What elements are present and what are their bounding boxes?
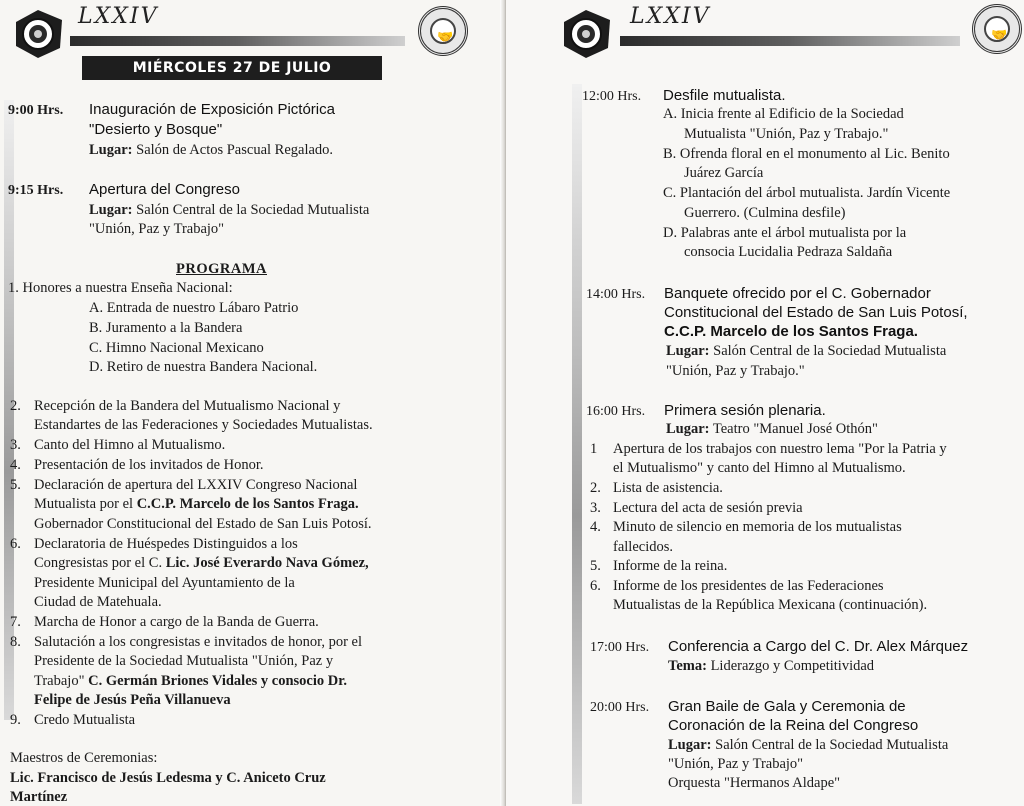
- list-number: 4.: [10, 457, 21, 473]
- event-place: Lugar: Salón Central de la Sociedad Mutualista: [89, 202, 370, 218]
- list-number: 3.: [10, 437, 21, 453]
- list-number: 2.: [590, 480, 601, 496]
- event-title: Apertura del Congreso: [89, 181, 240, 198]
- event-place: Lugar: Salón Central de la Sociedad Mutualista: [668, 737, 949, 753]
- list-subitem: A. Entrada de nuestro Lábaro Patrio: [89, 300, 299, 316]
- list-number: 9.: [10, 712, 21, 728]
- list-subitem: C. Himno Nacional Mexicano: [89, 340, 264, 356]
- mc-names: Lic. Francisco de Jesús Ledesma y C. Aniceto Cruz: [10, 770, 326, 786]
- event-place: "Unión, Paz y Trabajo": [668, 756, 804, 772]
- event-title: Coronación de la Reina del Congreso: [668, 717, 919, 734]
- event-place: Lugar: Salón Central de la Sociedad Mutualista: [666, 343, 947, 359]
- event-title: Inauguración de Exposición Pictórica: [89, 101, 335, 118]
- event-time: 9:15 Hrs.: [8, 183, 64, 198]
- list-item: Declaración de apertura del LXXIV Congreso Nacional: [34, 477, 358, 493]
- list-item: Presentación de los invitados de Honor.: [34, 457, 264, 473]
- list-item: Informe de la reina.: [613, 558, 728, 574]
- list-item: Mutualistas de la República Mexicana (continuación).: [613, 597, 928, 613]
- mutualist-seal-icon: 🤝: [418, 6, 468, 56]
- list-item: Credo Mutualista: [34, 712, 136, 728]
- list-number: 7.: [10, 614, 21, 630]
- mc-names: Martínez: [10, 789, 68, 805]
- right-page: [506, 0, 1024, 806]
- list-item: Lectura del acta de sesión previa: [613, 500, 803, 516]
- event-time: 20:00 Hrs.: [590, 700, 650, 715]
- date-banner: MIÉRCOLES 27 DE JULIO: [82, 56, 382, 80]
- list-subitem: Juárez García: [684, 165, 764, 181]
- side-bar: [572, 84, 582, 804]
- event-title: Conferencia a Cargo del C. Dr. Alex Márquez: [668, 638, 969, 655]
- list-item: Ciudad de Matehuala.: [34, 594, 162, 610]
- event-time: 9:00 Hrs.: [8, 103, 64, 118]
- list-item: Felipe de Jesús Peña Villanueva: [34, 692, 231, 708]
- list-item: Minuto de silencio en memoria de los mutualistas: [613, 519, 902, 535]
- mutualist-seal-icon: 🤝: [972, 4, 1022, 54]
- list-subitem: Guerrero. (Culmina desfile): [684, 205, 846, 221]
- list-item: Mutualista por el C.C.P. Marcelo de los Santos Fraga.: [34, 496, 359, 512]
- list-number: 5.: [590, 558, 601, 574]
- list-subitem: consocia Lucidalia Pedraza Saldaña: [684, 244, 893, 260]
- list-number: 5.: [10, 477, 21, 493]
- event-title: Banquete ofrecido por el C. Gobernador: [664, 285, 931, 302]
- list-subitem: B. Ofrenda floral en el monumento al Lic. Benito: [663, 146, 950, 162]
- list-item: Recepción de la Bandera del Mutualismo Nacional y: [34, 398, 341, 414]
- list-subitem: D. Retiro de nuestra Bandera Nacional.: [89, 359, 318, 375]
- list-number: 8.: [10, 634, 21, 650]
- congress-number: LXXIV: [630, 4, 711, 29]
- list-number: 6.: [590, 578, 601, 594]
- header-bar: [70, 36, 405, 46]
- list-subitem: C. Plantación del árbol mutualista. Jardín Vicente: [663, 185, 951, 201]
- event-place: "Unión, Paz y Trabajo.": [666, 363, 805, 379]
- event-title: Gran Baile de Gala y Ceremonia de: [668, 698, 906, 715]
- congress-number: LXXIV: [78, 4, 159, 29]
- list-subitem: D. Palabras ante el árbol mutualista por la: [663, 225, 907, 241]
- list-number: 1: [590, 441, 598, 457]
- event-title: C.C.P. Marcelo de los Santos Fraga.: [664, 323, 918, 340]
- list-item: 1. Honores a nuestra Enseña Nacional:: [8, 280, 233, 296]
- list-number: 2.: [10, 398, 21, 414]
- list-item: Canto del Himno al Mutualismo.: [34, 437, 226, 453]
- mc-label: Maestros de Ceremonias:: [10, 750, 158, 766]
- event-title: "Desierto y Bosque": [89, 121, 223, 138]
- list-item: Congresistas por el C. Lic. José Everardo Nava Gómez,: [34, 555, 369, 571]
- list-item: Declaratoria de Huéspedes Distinguidos a los: [34, 536, 298, 552]
- list-item: Lista de asistencia.: [613, 480, 723, 496]
- congress-logo-icon: [10, 6, 66, 62]
- list-item: el Mutualismo" y canto del Himno al Mutualismo.: [613, 460, 906, 476]
- list-item: fallecidos.: [613, 539, 673, 555]
- list-item: Informe de los presidentes de las Federaciones: [613, 578, 884, 594]
- congress-logo-icon: [558, 6, 614, 62]
- event-topic: Tema: Liderazgo y Competitividad: [668, 658, 875, 674]
- event-time: 12:00 Hrs.: [582, 89, 642, 104]
- list-item: Marcha de Honor a cargo de la Banda de Guerra.: [34, 614, 319, 630]
- event-title: Desfile mutualista.: [663, 87, 786, 104]
- list-item: Presidente de la Sociedad Mutualista "Unión, Paz y: [34, 653, 334, 669]
- list-item: Trabajo" C. Germán Briones Vidales y consocio Dr.: [34, 673, 347, 689]
- event-title: Primera sesión plenaria.: [664, 402, 826, 419]
- event-band: Orquesta "Hermanos Aldape": [668, 775, 841, 791]
- event-place: "Unión, Paz y Trabajo": [89, 221, 225, 237]
- list-number: 3.: [590, 500, 601, 516]
- event-place: Lugar: Salón de Actos Pascual Regalado.: [89, 142, 334, 158]
- list-item: Presidente Municipal del Ayuntamiento de la: [34, 575, 295, 591]
- left-page: [0, 0, 503, 806]
- event-time: 17:00 Hrs.: [590, 640, 650, 655]
- list-item: Estandartes de las Federaciones y Sociedades Mutualistas.: [34, 417, 373, 433]
- list-item: Salutación a los congresistas e invitados de honor, por el: [34, 634, 363, 650]
- programa-heading: PROGRAMA: [176, 261, 267, 277]
- list-item: Gobernador Constitucional del Estado de San Luis Potosí.: [34, 516, 372, 532]
- event-time: 16:00 Hrs.: [586, 404, 646, 419]
- event-place: Lugar: Teatro "Manuel José Othón": [666, 421, 878, 437]
- list-subitem: A. Inicia frente al Edificio de la Sociedad: [663, 106, 904, 122]
- event-title: Constitucional del Estado de San Luis Potosí,: [664, 304, 968, 321]
- list-number: 4.: [590, 519, 601, 535]
- event-time: 14:00 Hrs.: [586, 287, 646, 302]
- list-number: 6.: [10, 536, 21, 552]
- list-subitem: Mutualista "Unión, Paz y Trabajo.": [684, 126, 889, 142]
- header-bar: [620, 36, 960, 46]
- list-subitem: B. Juramento a la Bandera: [89, 320, 243, 336]
- list-item: Apertura de los trabajos con nuestro lema "Por la Patria y: [613, 441, 947, 457]
